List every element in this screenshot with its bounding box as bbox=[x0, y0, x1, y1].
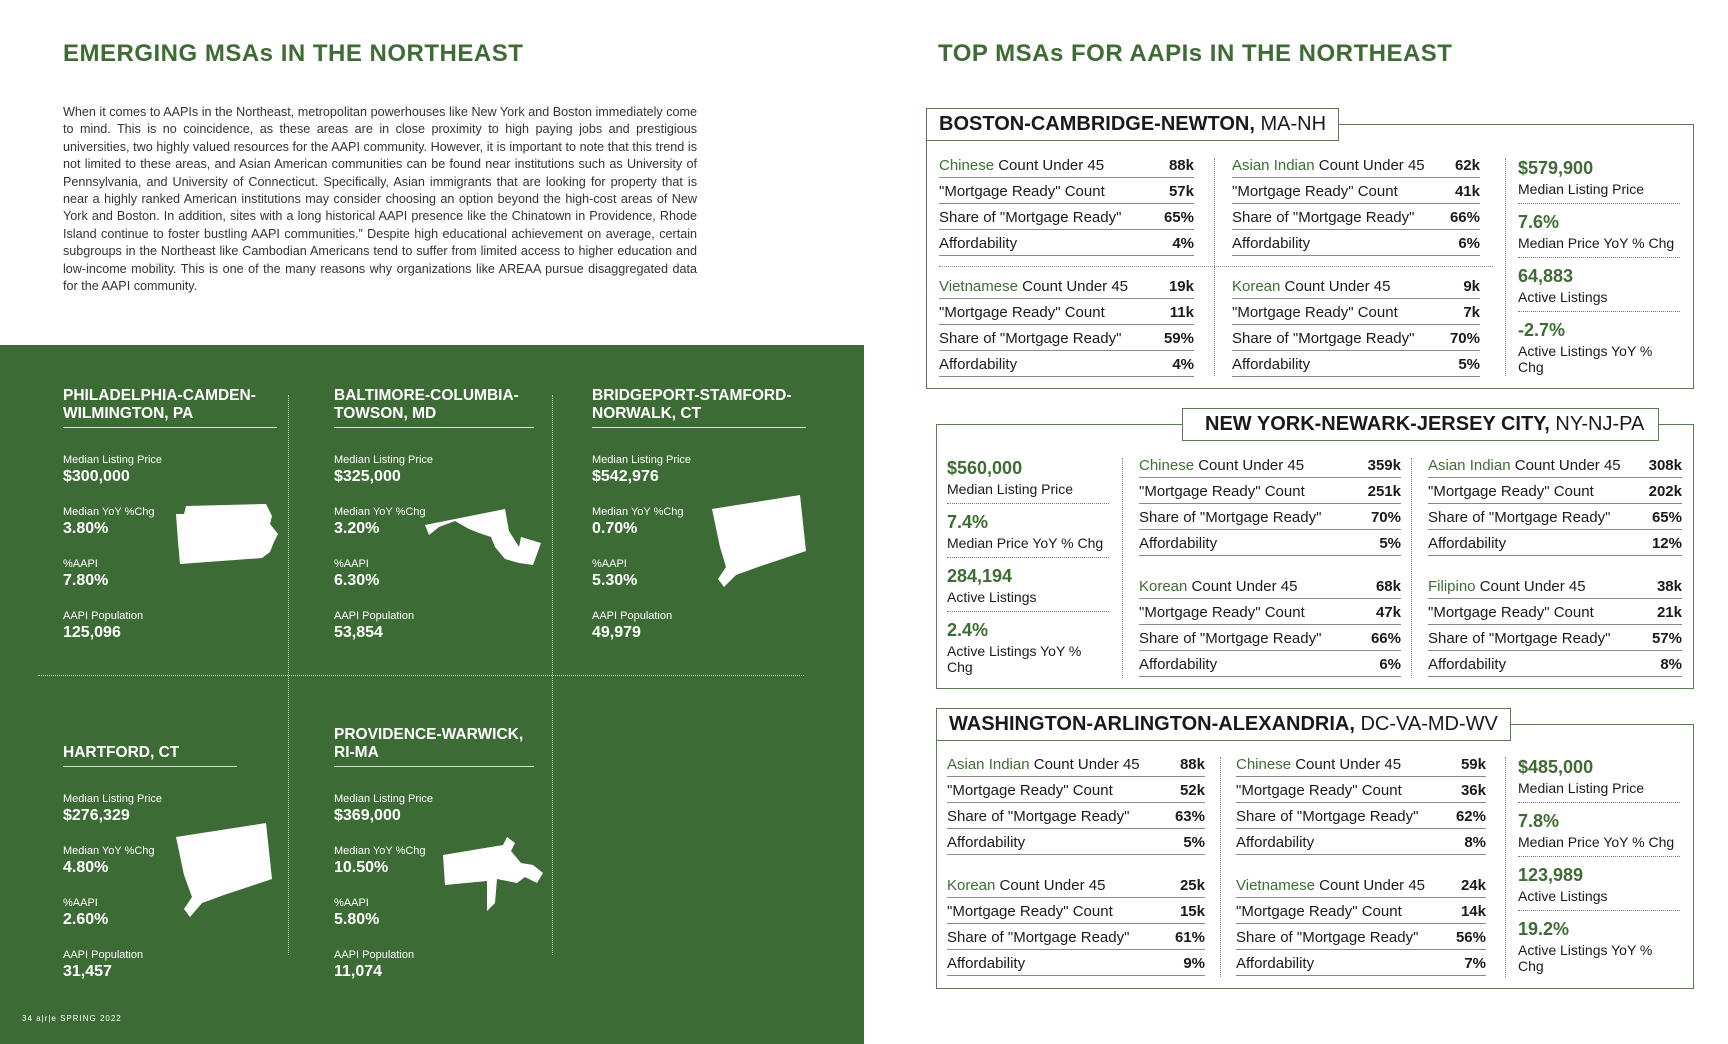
row-value: 11k bbox=[1169, 304, 1194, 321]
metric-label: Median Listing Price bbox=[63, 793, 163, 805]
row-label: Affordability bbox=[1428, 656, 1507, 673]
row-value: 63% bbox=[1174, 808, 1205, 825]
row-label: Affordability bbox=[1232, 356, 1311, 373]
column-divider bbox=[1122, 458, 1123, 678]
group-name: Chinese bbox=[1139, 457, 1195, 474]
row-label: Count Under 45 bbox=[1291, 756, 1402, 773]
metric-value: $542,976 bbox=[592, 468, 659, 485]
group-table bbox=[1139, 452, 1401, 556]
metric-value: 31,457 bbox=[63, 963, 112, 980]
group-table bbox=[1232, 273, 1480, 377]
metric-label: Median YoY %Chg bbox=[63, 506, 155, 518]
msa-title-states: NY-NJ-PA bbox=[1549, 413, 1645, 435]
maryland-map-icon bbox=[425, 507, 541, 567]
row-label: Count Under 45 bbox=[1187, 578, 1298, 595]
pennsylvania-map-icon bbox=[176, 502, 278, 570]
metric-value: 10.50% bbox=[334, 859, 389, 876]
metric-label: %AAPI bbox=[63, 558, 98, 570]
row-value: 38k bbox=[1656, 578, 1682, 595]
msa-title-bold: NEW YORK-NEWARK-JERSEY CITY, bbox=[1205, 413, 1550, 435]
stat-value: 7.4% bbox=[947, 512, 989, 532]
row-label: Share of "Mortgage Ready" bbox=[947, 808, 1130, 825]
row-label: Share of "Mortgage Ready" bbox=[1232, 330, 1415, 347]
column-divider bbox=[1214, 158, 1215, 376]
row-label: "Mortgage Ready" Count bbox=[947, 782, 1113, 799]
row-value: 6% bbox=[1379, 656, 1401, 673]
metric-value: 7.80% bbox=[63, 572, 109, 589]
row-label: Share of "Mortgage Ready" bbox=[1428, 630, 1611, 647]
stat-value: 7.8% bbox=[1518, 811, 1560, 831]
row-value: 4% bbox=[1172, 356, 1194, 373]
msa-box-title bbox=[926, 108, 1339, 141]
row-label: "Mortgage Ready" Count bbox=[939, 304, 1105, 321]
metric-label: Median YoY %Chg bbox=[334, 506, 426, 518]
row-value: 9% bbox=[1183, 955, 1205, 972]
row-label: Count Under 45 bbox=[1475, 578, 1586, 595]
row-label: Count Under 45 bbox=[1510, 457, 1621, 474]
row-value: 12% bbox=[1651, 535, 1682, 552]
stat-label: Active Listings bbox=[947, 589, 1037, 605]
msa-title-states: MA-NH bbox=[1254, 113, 1327, 135]
metric-label: Median YoY %Chg bbox=[334, 845, 426, 857]
msa-stats bbox=[1518, 158, 1680, 389]
group-name: Asian Indian bbox=[1428, 457, 1511, 474]
stat-label: Active Listings bbox=[1518, 289, 1608, 305]
row-value: 65% bbox=[1163, 209, 1194, 226]
row-label: Count Under 45 bbox=[1314, 157, 1425, 174]
row-value: 308k bbox=[1648, 457, 1682, 474]
metric-label: Median YoY %Chg bbox=[63, 845, 155, 857]
group-name: Asian Indian bbox=[947, 756, 1030, 773]
row-label: Count Under 45 bbox=[994, 157, 1105, 174]
row-value: 61% bbox=[1174, 929, 1205, 946]
row-label: "Mortgage Ready" Count bbox=[1232, 304, 1398, 321]
group-name: Korean bbox=[1232, 278, 1281, 295]
row-label: Affordability bbox=[1232, 235, 1311, 252]
metric-value: 4.80% bbox=[63, 859, 109, 876]
row-label: Share of "Mortgage Ready" bbox=[1139, 630, 1322, 647]
row-value: 202k bbox=[1648, 483, 1682, 500]
group-name: Korean bbox=[1139, 578, 1188, 595]
row-value: 14k bbox=[1460, 903, 1486, 920]
row-value: 57k bbox=[1168, 183, 1194, 200]
stat-value: 284,194 bbox=[947, 566, 1013, 586]
row-label: Count Under 45 bbox=[1314, 877, 1426, 894]
metric-label: AAPI Population bbox=[592, 610, 673, 622]
stat-value: 2.4% bbox=[947, 620, 989, 640]
stat-value: $579,900 bbox=[1518, 158, 1594, 178]
row-label: Affordability bbox=[947, 955, 1026, 972]
metric-value: $325,000 bbox=[334, 468, 401, 485]
stat-label: Median Listing Price bbox=[1518, 780, 1645, 796]
msa-stats bbox=[1518, 757, 1680, 988]
stat-value: 64,883 bbox=[1518, 266, 1574, 286]
stat-label: Active Listings YoY % Chg bbox=[1518, 942, 1653, 974]
row-label: Count Under 45 bbox=[1280, 278, 1391, 295]
row-value: 62% bbox=[1455, 808, 1486, 825]
group-table bbox=[1139, 573, 1401, 677]
row-value: 59k bbox=[1460, 756, 1486, 773]
row-label: Affordability bbox=[1139, 656, 1218, 673]
row-value: 25k bbox=[1179, 877, 1205, 894]
row-label: Affordability bbox=[1236, 955, 1315, 972]
row-label: Count Under 45 bbox=[995, 877, 1106, 894]
row-value: 359k bbox=[1367, 457, 1401, 474]
metric-value: 53,854 bbox=[334, 624, 383, 641]
row-label: Count Under 45 bbox=[1194, 457, 1305, 474]
metric-value: $300,000 bbox=[63, 468, 130, 485]
metric-label: %AAPI bbox=[63, 897, 98, 909]
group-table bbox=[947, 751, 1205, 855]
metric-label: Median Listing Price bbox=[63, 454, 163, 466]
connecticut-map-icon bbox=[176, 823, 272, 917]
group-table bbox=[1236, 751, 1486, 855]
connecticut-map-icon bbox=[712, 495, 806, 587]
row-label: Affordability bbox=[1428, 535, 1507, 552]
row-value: 251k bbox=[1367, 483, 1401, 500]
stat-label: Median Listing Price bbox=[947, 481, 1074, 497]
row-value: 56% bbox=[1455, 929, 1486, 946]
row-label: Share of "Mortgage Ready" bbox=[1232, 209, 1415, 226]
group-table bbox=[1232, 152, 1480, 256]
row-value: 59% bbox=[1163, 330, 1194, 347]
msa-title-bold: WASHINGTON-ARLINGTON-ALEXANDRIA, bbox=[949, 713, 1355, 735]
row-label: Affordability bbox=[939, 356, 1018, 373]
row-label: Affordability bbox=[947, 834, 1026, 851]
row-value: 8% bbox=[1660, 656, 1682, 673]
column-divider bbox=[1220, 757, 1221, 977]
row-label: Share of "Mortgage Ready" bbox=[1236, 929, 1419, 946]
row-value: 36k bbox=[1460, 782, 1486, 799]
group-table bbox=[947, 872, 1205, 976]
row-label: "Mortgage Ready" Count bbox=[1236, 782, 1402, 799]
row-value: 68k bbox=[1375, 578, 1401, 595]
row-label: Share of "Mortgage Ready" bbox=[947, 929, 1130, 946]
group-table bbox=[1236, 872, 1486, 976]
row-label: Affordability bbox=[939, 235, 1018, 252]
stat-value: -2.7% bbox=[1518, 320, 1566, 340]
row-label: Share of "Mortgage Ready" bbox=[939, 209, 1122, 226]
stat-label: Median Listing Price bbox=[1518, 181, 1645, 197]
stat-value: $560,000 bbox=[947, 458, 1023, 478]
row-value: 65% bbox=[1651, 509, 1682, 526]
metric-label: AAPI Population bbox=[334, 949, 415, 961]
metric-value: $276,329 bbox=[63, 807, 130, 824]
row-label: Share of "Mortgage Ready" bbox=[1428, 509, 1611, 526]
metric-value: 11,074 bbox=[334, 963, 383, 980]
metric-label: Median Listing Price bbox=[592, 454, 692, 466]
group-table bbox=[939, 273, 1194, 377]
group-table bbox=[939, 152, 1194, 256]
metric-label: Median YoY %Chg bbox=[592, 506, 684, 518]
row-label: "Mortgage Ready" Count bbox=[1139, 483, 1305, 500]
group-name: Korean bbox=[947, 877, 996, 894]
metric-label: AAPI Population bbox=[63, 610, 144, 622]
row-value: 66% bbox=[1449, 209, 1480, 226]
stat-label: Median Price YoY % Chg bbox=[947, 535, 1104, 551]
row-value: 6% bbox=[1458, 235, 1480, 252]
emerging-msa-panel bbox=[0, 345, 864, 1044]
group-name: Filipino bbox=[1428, 578, 1476, 595]
row-value: 62k bbox=[1454, 157, 1480, 174]
grid-divider bbox=[38, 675, 804, 676]
metric-value: 125,096 bbox=[63, 624, 121, 641]
row-value: 41k bbox=[1454, 183, 1480, 200]
msa-title-bold: BOSTON-CAMBRIDGE-NEWTON, bbox=[939, 113, 1255, 135]
row-label: "Mortgage Ready" Count bbox=[947, 903, 1113, 920]
row-label: "Mortgage Ready" Count bbox=[1236, 903, 1402, 920]
group-name: Chinese bbox=[1236, 756, 1292, 773]
row-value: 24k bbox=[1460, 877, 1486, 894]
row-divider bbox=[939, 266, 1493, 267]
row-value: 52k bbox=[1179, 782, 1205, 799]
group-table bbox=[1428, 573, 1682, 677]
metric-value: 0.70% bbox=[592, 520, 638, 537]
row-value: 21k bbox=[1656, 604, 1682, 621]
row-label: "Mortgage Ready" Count bbox=[1428, 604, 1594, 621]
row-value: 8% bbox=[1464, 834, 1486, 851]
right-page-title: TOP MSAs FOR AAPIs IN THE NORTHEAST bbox=[938, 40, 1453, 67]
row-label: Count Under 45 bbox=[1017, 278, 1129, 295]
row-label: Count Under 45 bbox=[1029, 756, 1140, 773]
row-label: Affordability bbox=[1139, 535, 1218, 552]
row-value: 5% bbox=[1458, 356, 1480, 373]
metric-value: $369,000 bbox=[334, 807, 401, 824]
msa-title-states: DC-VA-MD-WV bbox=[1354, 713, 1498, 735]
row-label: Affordability bbox=[1236, 834, 1315, 851]
row-label: "Mortgage Ready" Count bbox=[1428, 483, 1594, 500]
metric-label: Median Listing Price bbox=[334, 454, 434, 466]
row-value: 7% bbox=[1464, 955, 1486, 972]
metric-value: 3.20% bbox=[334, 520, 380, 537]
metric-label: %AAPI bbox=[592, 558, 627, 570]
stat-value: 19.2% bbox=[1518, 919, 1570, 939]
metric-label: %AAPI bbox=[334, 897, 369, 909]
metric-label: AAPI Population bbox=[334, 610, 415, 622]
row-label: Share of "Mortgage Ready" bbox=[1236, 808, 1419, 825]
msa-name: HARTFORD, CT bbox=[63, 744, 237, 767]
metric-value: 5.80% bbox=[334, 911, 380, 928]
column-divider bbox=[1505, 757, 1506, 977]
stat-label: Active Listings YoY % Chg bbox=[947, 643, 1082, 675]
row-value: 9k bbox=[1463, 278, 1480, 295]
column-divider bbox=[1411, 458, 1412, 678]
msa-box-title bbox=[1182, 408, 1659, 441]
metric-label: Median Listing Price bbox=[334, 793, 434, 805]
stat-label: Active Listings YoY % Chg bbox=[1518, 343, 1653, 375]
msa-name: BRIDGEPORT-STAMFORD-NORWALK, CT bbox=[592, 387, 806, 428]
stat-label: Median Price YoY % Chg bbox=[1518, 834, 1675, 850]
row-value: 88k bbox=[1179, 756, 1205, 773]
msa-box-title bbox=[936, 708, 1511, 741]
massachusetts-map-icon bbox=[443, 837, 543, 913]
row-value: 7k bbox=[1463, 304, 1480, 321]
row-value: 5% bbox=[1379, 535, 1401, 552]
stat-label: Median Price YoY % Chg bbox=[1518, 235, 1675, 251]
row-label: "Mortgage Ready" Count bbox=[1139, 604, 1305, 621]
msa-name: PHILADELPHIA-CAMDEN-WILMINGTON, PA bbox=[63, 387, 277, 428]
row-value: 66% bbox=[1370, 630, 1401, 647]
msa-name: BALTIMORE-COLUMBIA-TOWSON, MD bbox=[334, 387, 534, 428]
row-label: Share of "Mortgage Ready" bbox=[1139, 509, 1322, 526]
group-name: Vietnamese bbox=[939, 278, 1018, 295]
metric-value: 3.80% bbox=[63, 520, 109, 537]
row-label: Share of "Mortgage Ready" bbox=[939, 330, 1122, 347]
row-value: 5% bbox=[1183, 834, 1205, 851]
row-label: "Mortgage Ready" Count bbox=[939, 183, 1105, 200]
column-divider bbox=[1505, 158, 1506, 376]
row-label: "Mortgage Ready" Count bbox=[1232, 183, 1398, 200]
intro-paragraph: When it comes to AAPIs in the Northeast, metropolitan powerhouses like New York and Boston immediately come to mind. This is no coincidence, as these areas are in close proximity to high paying jobs and prestigious universities, two highly valued resources for the AAPI community. However, it is important to note that this trend is not limited to these areas, and Asian American communities can be found near institutions such as University of Pennsylvania, and University of Connecticut. Specifically, Asian immigrants that are looking for property that is near a highly ranked American institutions may consider choosing an option beyond the high-cost areas of New York and Boston. In addition, sites with a long historical AAPI presence like the Chinatown in Providence, Rhode Island continue to foster bustling AAPI communities.” Despite high educational achievement on average, certain subgroups in the Northeast like Cambodian Americans tend to suffer from limited access to higher education and low-income mobility. This is one of the many reasons why organizations like AREAA pursue disaggregated data for the AAPI community. bbox=[63, 105, 697, 294]
stat-label: Active Listings bbox=[1518, 888, 1608, 904]
msa-stats bbox=[947, 458, 1109, 689]
stat-value: 123,989 bbox=[1518, 865, 1584, 885]
row-value: 57% bbox=[1651, 630, 1682, 647]
row-value: 19k bbox=[1168, 278, 1194, 295]
msa-name: PROVIDENCE-WARWICK, RI-MA bbox=[334, 726, 534, 767]
row-value: 4% bbox=[1172, 235, 1194, 252]
group-name: Vietnamese bbox=[1236, 877, 1315, 894]
left-page-title: EMERGING MSAs IN THE NORTHEAST bbox=[63, 40, 524, 67]
stat-value: 7.6% bbox=[1518, 212, 1560, 232]
metric-value: 2.60% bbox=[63, 911, 109, 928]
metric-value: 49,979 bbox=[592, 624, 641, 641]
row-value: 47k bbox=[1375, 604, 1401, 621]
row-value: 15k bbox=[1179, 903, 1205, 920]
metric-value: 5.30% bbox=[592, 572, 638, 589]
row-value: 70% bbox=[1449, 330, 1480, 347]
group-name: Chinese bbox=[939, 157, 995, 174]
group-name: Asian Indian bbox=[1232, 157, 1315, 174]
metric-label: %AAPI bbox=[334, 558, 369, 570]
metric-value: 6.30% bbox=[334, 572, 380, 589]
row-value: 70% bbox=[1370, 509, 1401, 526]
page-footer: 34 a|r|e SPRING 2022 bbox=[22, 1014, 122, 1023]
row-value: 88k bbox=[1168, 157, 1194, 174]
group-table bbox=[1428, 452, 1682, 556]
metric-label: AAPI Population bbox=[63, 949, 144, 961]
stat-value: $485,000 bbox=[1518, 757, 1594, 777]
